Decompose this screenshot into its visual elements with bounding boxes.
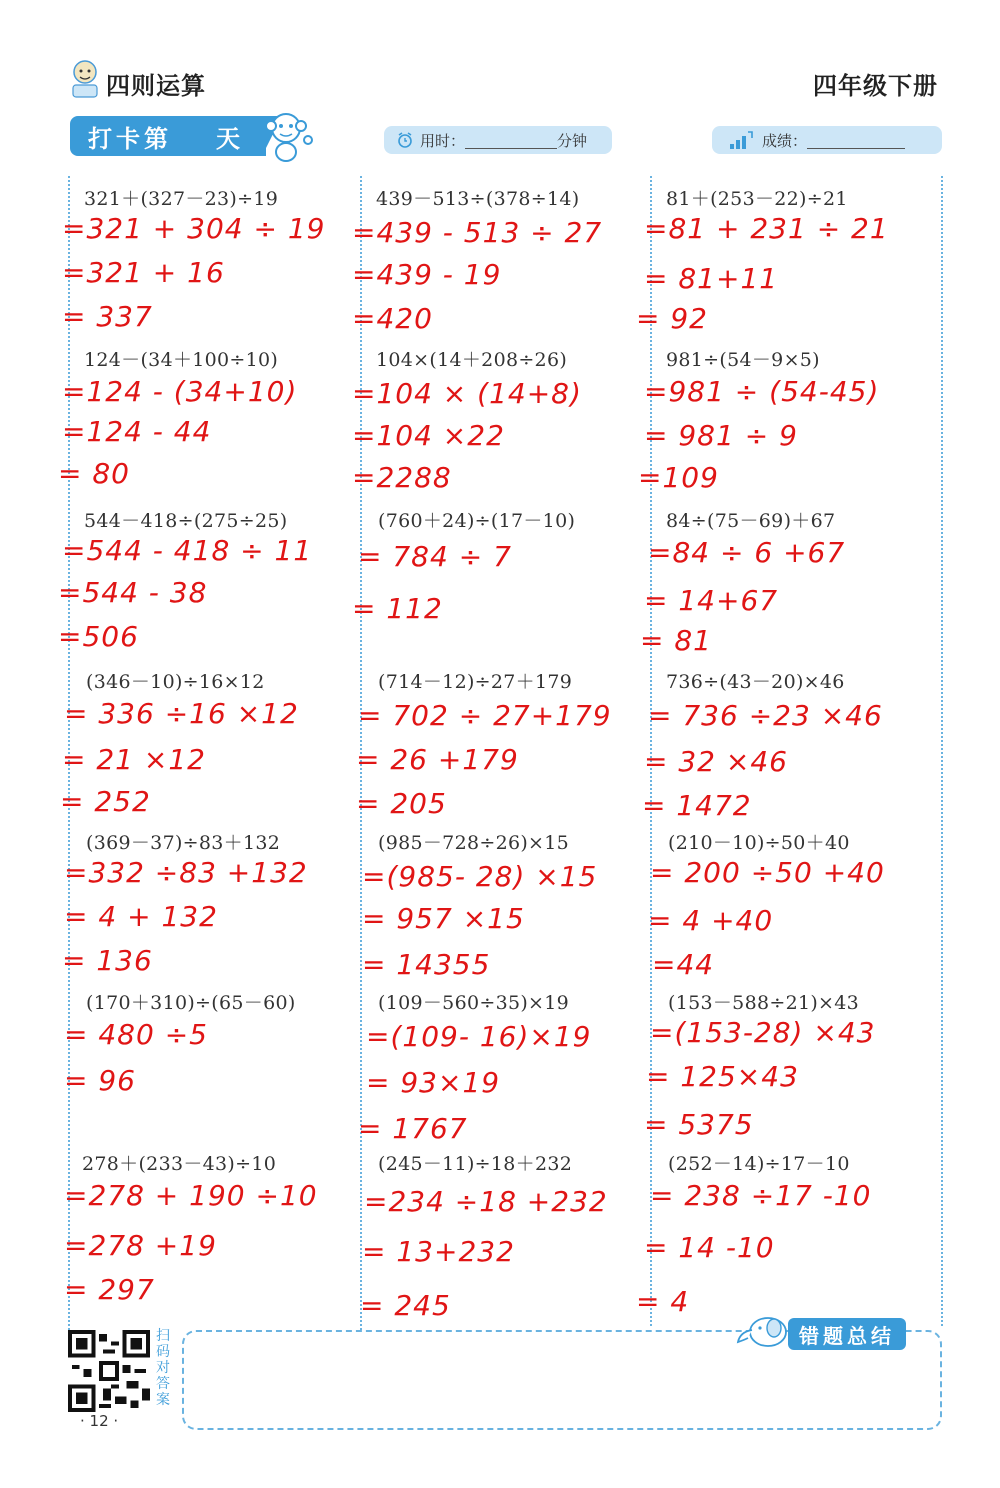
handwritten-step: = 245 xyxy=(360,1289,451,1322)
problem-card xyxy=(352,506,576,625)
handwritten-step: =234 ÷18 +232 xyxy=(364,1185,608,1218)
handwritten-step: = 238 ÷17 -10 xyxy=(650,1179,872,1212)
handwritten-step: = 26 +179 xyxy=(356,743,519,776)
handwritten-step: = 14 -10 xyxy=(644,1231,775,1264)
time-label: 用时： xyxy=(420,131,466,150)
handwritten-step: = 981 ÷ 9 xyxy=(644,419,798,452)
handwritten-step: = 4 +40 xyxy=(648,904,774,937)
handwritten-step: = 736 ÷23 ×46 xyxy=(648,699,883,732)
handwritten-step: = 957 ×15 xyxy=(362,902,525,935)
handwritten-step: =84 ÷ 6 +67 xyxy=(648,536,846,569)
score-field[interactable] xyxy=(712,126,942,154)
handwritten-step: = 200 ÷50 +40 xyxy=(650,856,885,889)
problem-expression: 736÷(43－20)×46 xyxy=(666,671,845,693)
handwritten-step: =81 + 231 ÷ 21 xyxy=(644,212,889,245)
problem-expression: (245－11)÷18＋232 xyxy=(378,1153,573,1175)
handwritten-step: = 80 xyxy=(58,457,130,490)
problem-card xyxy=(642,667,883,822)
problem-expression: (210－10)÷50＋40 xyxy=(668,832,850,854)
problem-expression: 981÷(54－9×5) xyxy=(666,349,820,371)
problem-expression: 278＋(233－43)÷10 xyxy=(82,1153,277,1175)
time-spent-field[interactable] xyxy=(384,126,612,154)
problem-card xyxy=(58,506,313,653)
handwritten-step: =420 xyxy=(352,302,433,335)
time-input-line[interactable] xyxy=(465,132,557,149)
handwritten-step: =(109- 16)×19 xyxy=(366,1020,592,1053)
problem-expression: (369－37)÷83＋132 xyxy=(86,832,281,854)
handwritten-step: = 297 xyxy=(64,1273,155,1306)
handwritten-step: =124 - 44 xyxy=(62,415,212,448)
handwritten-step: = 480 ÷5 xyxy=(64,1018,208,1051)
problem-card xyxy=(352,184,603,335)
problem-expression: (252－14)÷17－10 xyxy=(668,1153,850,1175)
problem-card xyxy=(352,988,592,1145)
problem-card xyxy=(62,1149,318,1306)
handwritten-step: =278 +19 xyxy=(64,1229,217,1262)
problem-card xyxy=(352,667,612,820)
handwritten-step: =439 - 513 ÷ 27 xyxy=(352,216,603,249)
problem-card xyxy=(640,506,846,657)
elephant-mascot-icon xyxy=(732,1310,792,1350)
handwritten-step: =(153-28) ×43 xyxy=(650,1016,876,1049)
bar-chart-icon xyxy=(728,130,756,150)
handwritten-step: = 92 xyxy=(636,302,708,335)
page-number: · 12 · xyxy=(80,1412,119,1430)
problem-expression: 544－418÷(275÷25) xyxy=(84,510,288,532)
problem-card xyxy=(352,828,598,981)
handwritten-step: =321 + 16 xyxy=(62,256,225,289)
handwritten-step: = 4 xyxy=(636,1285,690,1318)
problem-expression: 439－513÷(378÷14) xyxy=(376,188,580,210)
problem-expression: (985－728÷26)×15 xyxy=(378,832,570,854)
handwritten-step: = 21 ×12 xyxy=(62,743,206,776)
handwritten-step: =104 × (14+8) xyxy=(352,377,582,410)
handwritten-step: =(985- 28) ×15 xyxy=(362,860,598,893)
right-frame-line xyxy=(941,176,943,1326)
problem-card xyxy=(636,184,889,335)
score-label: 成绩： xyxy=(762,131,808,150)
problem-expression: (714－12)÷27＋179 xyxy=(378,671,573,693)
problem-expression: 321＋(327－23)÷19 xyxy=(84,188,279,210)
handwritten-step: = 702 ÷ 27+179 xyxy=(358,699,612,732)
problem-expression: 84÷(75－69)＋67 xyxy=(666,510,836,532)
book-logo-icon xyxy=(68,58,102,100)
handwritten-step: =278 + 190 ÷10 xyxy=(64,1179,318,1212)
problem-expression: (170＋310)÷(65－60) xyxy=(86,992,296,1014)
score-input-line[interactable] xyxy=(807,132,905,149)
grade-label: 四年级下册 xyxy=(813,72,938,100)
handwritten-step: = 125×43 xyxy=(646,1060,799,1093)
handwritten-step: = 205 xyxy=(356,787,447,820)
handwritten-step: =439 - 19 xyxy=(352,258,502,291)
handwritten-step: =109 xyxy=(638,461,719,494)
handwritten-step: =544 - 418 ÷ 11 xyxy=(62,534,313,567)
handwritten-step: = 81+11 xyxy=(644,262,779,295)
handwritten-step: = 14355 xyxy=(362,948,491,981)
handwritten-step: = 96 xyxy=(64,1064,136,1097)
problem-expression: (760＋24)÷(17－10) xyxy=(378,510,576,532)
problem-expression: (346－10)÷16×12 xyxy=(86,671,265,693)
handwritten-step: = 1767 xyxy=(358,1112,468,1145)
checkin-day-tab xyxy=(70,116,266,156)
book-section-title: 四则运算 xyxy=(106,72,206,100)
problem-card xyxy=(352,345,582,494)
handwritten-step: =332 ÷83 +132 xyxy=(64,856,308,889)
problem-card xyxy=(62,184,326,333)
monkey-mascot-icon xyxy=(258,108,318,164)
qr-code-icon[interactable] xyxy=(68,1330,150,1412)
problem-card xyxy=(638,345,880,494)
handwritten-step: = 5375 xyxy=(644,1108,754,1141)
problem-card xyxy=(644,828,885,981)
checkin-prefix: 打卡第 xyxy=(88,124,172,153)
handwritten-step: = 1472 xyxy=(642,789,752,822)
handwritten-step: = 32 ×46 xyxy=(644,745,788,778)
time-unit: 分钟 xyxy=(557,131,588,150)
scan-for-answers-label: 扫码对答案 xyxy=(156,1328,170,1408)
handwritten-step: = 81 xyxy=(640,624,712,657)
handwritten-step: =2288 xyxy=(352,461,452,494)
handwritten-step: = 93×19 xyxy=(366,1066,501,1099)
handwritten-step: =44 xyxy=(652,948,715,981)
problem-expression: (153－588÷21)×43 xyxy=(668,992,860,1014)
mistake-summary-tab: 错题总结 xyxy=(788,1318,906,1350)
handwritten-step: = 252 xyxy=(60,785,151,818)
problem-card xyxy=(352,1149,608,1322)
handwritten-step: =544 - 38 xyxy=(58,576,208,609)
handwritten-step: = 784 ÷ 7 xyxy=(358,540,512,573)
handwritten-step: =124 - (34+10) xyxy=(62,375,298,408)
handwritten-step: =104 ×22 xyxy=(352,419,505,452)
handwritten-step: = 136 xyxy=(62,944,153,977)
handwritten-step: = 337 xyxy=(62,300,153,333)
handwritten-step: = 112 xyxy=(352,592,443,625)
problem-card xyxy=(644,988,876,1141)
alarm-clock-icon xyxy=(396,131,414,149)
problem-card xyxy=(62,988,296,1097)
handwritten-step: = 336 ÷16 ×12 xyxy=(64,697,299,730)
handwritten-step: =506 xyxy=(58,620,139,653)
problem-expression: 104×(14＋208÷26) xyxy=(376,349,568,371)
handwritten-step: = 13+232 xyxy=(362,1235,515,1268)
problem-card xyxy=(62,828,308,977)
problem-expression: (109－560÷35)×19 xyxy=(378,992,570,1014)
problem-card xyxy=(636,1149,872,1318)
problem-expression: 81＋(253－22)÷21 xyxy=(666,188,848,210)
problem-card xyxy=(60,667,299,818)
handwritten-step: =981 ÷ (54-45) xyxy=(644,375,880,408)
problem-card xyxy=(58,345,298,490)
checkin-suffix: 天 xyxy=(216,124,244,153)
handwritten-step: =321 + 304 ÷ 19 xyxy=(62,212,326,245)
handwritten-step: = 4 + 132 xyxy=(64,900,218,933)
handwritten-step: = 14+67 xyxy=(644,584,779,617)
problem-expression: 124－(34＋100÷10) xyxy=(84,349,279,371)
